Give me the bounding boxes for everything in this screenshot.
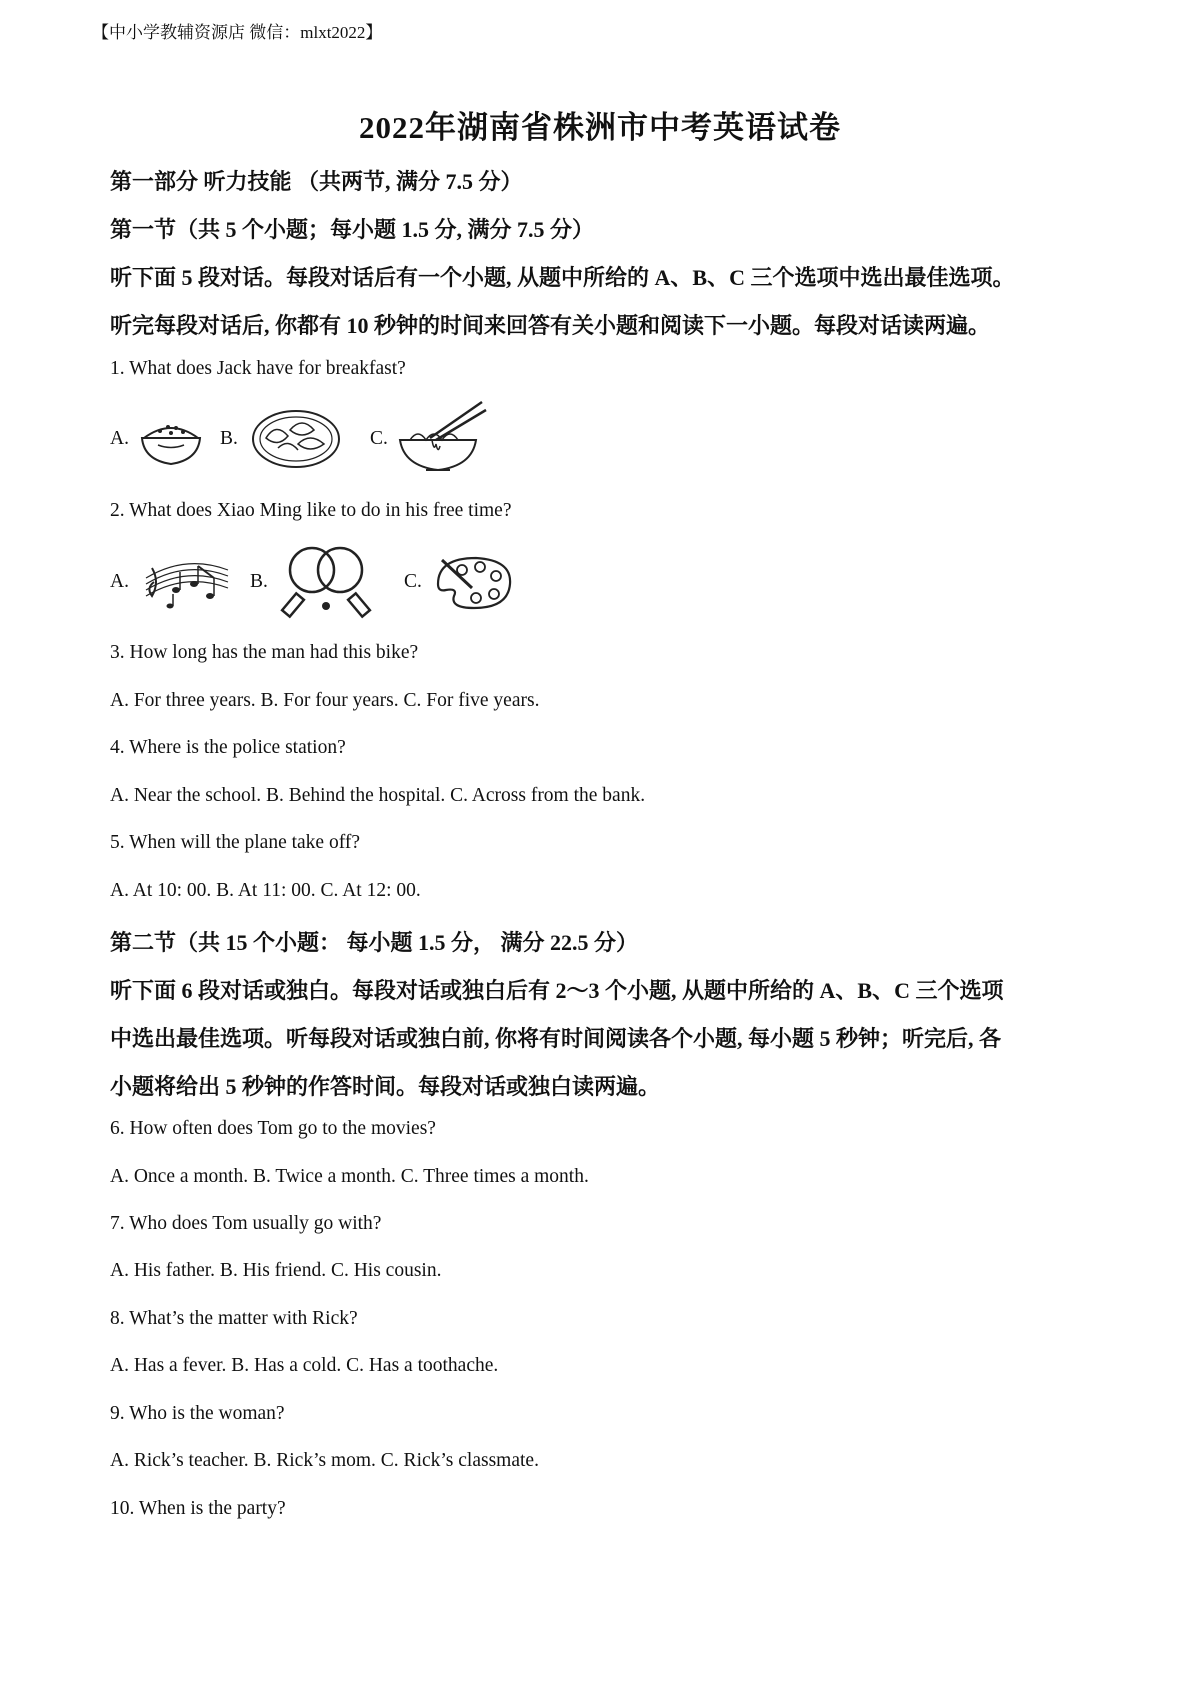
- q2-option-b-label: B.: [250, 571, 268, 592]
- section2-instruction-line-3: 小题将给出 5 秒钟的作答时间。每段对话或独白读两遍。: [110, 1074, 661, 1099]
- q1-option-b-label: B.: [220, 428, 238, 449]
- music-notes-icon: [140, 548, 232, 614]
- q2-option-a-label: A.: [110, 571, 129, 592]
- question-7: 7. Who does Tom usually go with?: [110, 1213, 382, 1234]
- question-10: 10. When is the party?: [110, 1498, 286, 1519]
- noodles-bowl-icon: [396, 398, 488, 478]
- section1-instruction-line-1: 听下面 5 段对话。每段对话后有一个小题, 从题中所给的 A、B、C 三个选项中选出最佳选项。: [110, 265, 1015, 290]
- question-4-options: A. Near the school. B. Behind the hospital. C. Across from the bank.: [110, 785, 646, 806]
- section2-instruction-line-1: 听下面 6 段对话或独白。每段对话或独白后有 2～3 个小题, 从题中所给的 A、B、C 三个选项: [110, 978, 1004, 1003]
- question-8: 8. What’s the matter with Rick?: [110, 1308, 358, 1329]
- question-5: 5. When will the plane take off?: [110, 832, 360, 853]
- question-5-options: A. At 10: 00. B. At 11: 00. C. At 12: 00.: [110, 880, 421, 901]
- question-3-options: A. For three years. B. For four years. C. For five years.: [110, 690, 540, 711]
- q1-option-c-label: C.: [370, 428, 388, 449]
- question-6-options: A. Once a month. B. Twice a month. C. Three times a month.: [110, 1166, 589, 1187]
- section2-instruction-line-2: 中选出最佳选项。听每段对话或独白前, 你将有时间阅读各个小题, 每小题 5 秒钟；听完后, 各: [110, 1026, 1002, 1051]
- question-1: 1. What does Jack have for breakfast?: [110, 358, 406, 379]
- part1-heading: 第一部分 听力技能 （共两节, 满分 7.5 分）: [110, 169, 523, 194]
- rice-bowl-icon: [138, 410, 204, 468]
- question-6: 6. How often does Tom go to the movies?: [110, 1118, 436, 1139]
- section1-heading: 第一节（共 5 个小题；每小题 1.5 分, 满分 7.5 分）: [110, 217, 595, 242]
- question-2: 2. What does Xiao Ming like to do in his free time?: [110, 500, 512, 521]
- question-9-options: A. Rick’s teacher. B. Rick’s mom. C. Rick’s classmate.: [110, 1450, 539, 1471]
- dumplings-plate-icon: [250, 408, 342, 470]
- watermark-text: 【中小学教辅资源店 微信：mlxt2022】: [92, 23, 383, 42]
- question-8-options: A. Has a fever. B. Has a cold. C. Has a toothache.: [110, 1355, 499, 1376]
- question-7-options: A. His father. B. His friend. C. His cousin.: [110, 1260, 442, 1281]
- q2-option-c-label: C.: [404, 571, 422, 592]
- section1-instruction-line-2: 听完每段对话后, 你都有 10 秒钟的时间来回答有关小题和阅读下一小题。每段对话读两遍。: [110, 313, 991, 338]
- page-title: 2022年湖南省株洲市中考英语试卷: [359, 110, 841, 145]
- question-9: 9. Who is the woman?: [110, 1403, 285, 1424]
- section2-heading: 第二节（共 15 个小题： 每小题 1.5 分， 满分 22.5 分）: [110, 930, 639, 955]
- question-3: 3. How long has the man had this bike?: [110, 642, 419, 663]
- paint-palette-icon: [432, 554, 514, 612]
- ping-pong-paddles-icon: [278, 542, 376, 622]
- question-4: 4. Where is the police station?: [110, 737, 346, 758]
- q1-option-a-label: A.: [110, 428, 129, 449]
